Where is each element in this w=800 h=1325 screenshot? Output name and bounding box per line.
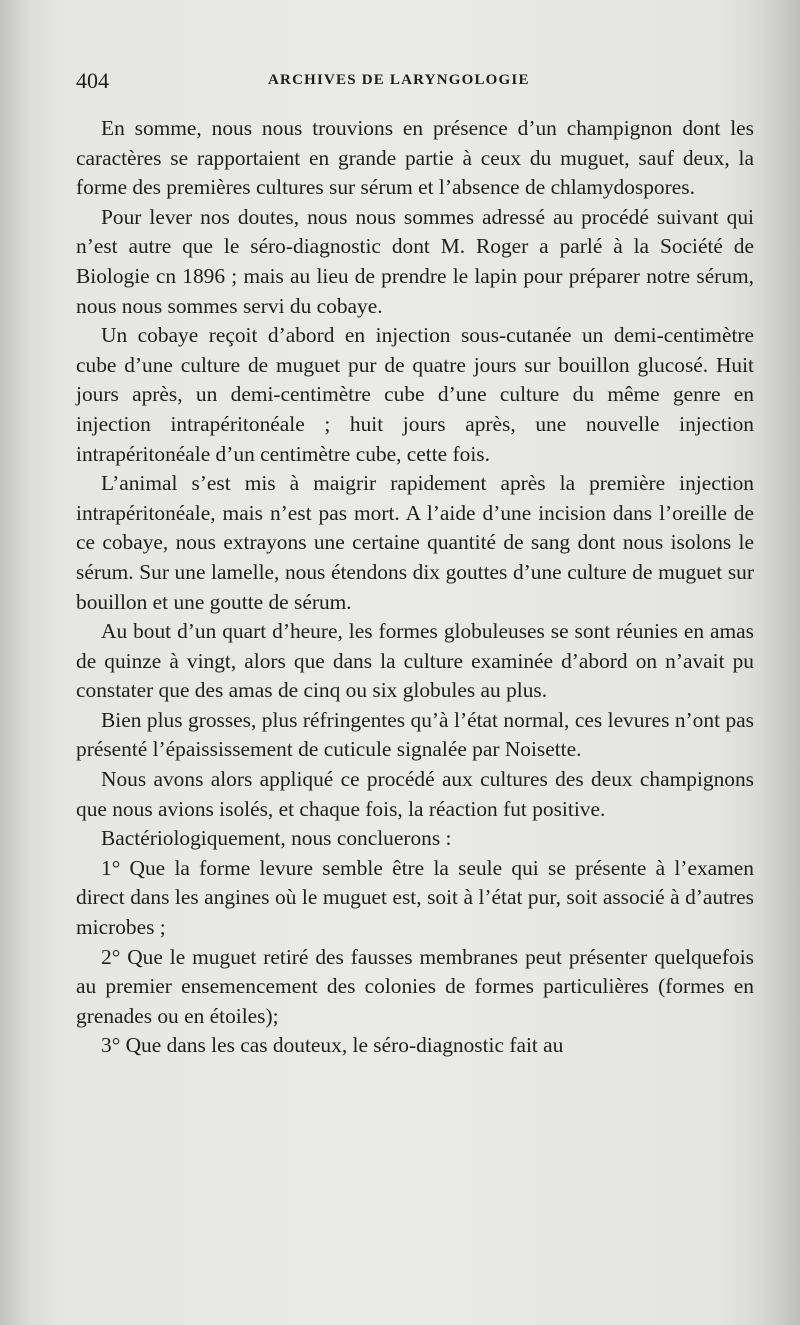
paragraph: En somme, nous nous trouvions en présence d’un champignon dont les caractères se rapportaient en grande partie à ceux du muguet, sauf deux, la forme des premières cultures sur sérum et l’absence de chlamydospores.: [76, 116, 754, 200]
paragraph: Au bout d’un quart d’heure, les formes globuleuses se sont réunies en amas de quinze à vingt, alors que dans la culture examinée d’abord on n’avait pu constater que des amas de cinq ou six globules au plus.: [76, 619, 754, 703]
conclusion-item: 1° Que la forme levure semble être la seule qui se présente à l’examen direct dans les angines où le muguet est, soit à l’état pur, soit associé à d’autres microbes ;: [76, 855, 754, 940]
conclusion-item: 2° Que le muguet retiré des fausses membranes peut présenter quelquefois au premier ensemencement des colonies de formes particulières (formes en grenades ou en étoiles);: [76, 944, 754, 1028]
page-gutter-shadow: [0, 0, 30, 1325]
page-edge-shadow: [760, 0, 800, 1325]
paragraph: Bactériologiquement, nous concluerons :: [101, 826, 452, 851]
paragraph: Nous avons alors appliqué ce procédé aux cultures des deux champignons que nous avions isolés, et chaque fois, la réaction fut positive.: [76, 767, 754, 821]
paragraph: L’animal s’est mis à maigrir rapidement après la première injection intrapéritonéale, mais n’est pas mort. A l’aide d’une incision dans l’oreille de ce cobaye, nous extrayons une certaine quantité de sang dont nous isolons le sérum. Sur une lamelle, nous étendons dix gouttes d’une culture de muguet sur bouillon et une goutte de sérum.: [76, 471, 754, 614]
conclusion-item: 3° Que dans les cas douteux, le séro-diagnostic fait au: [101, 1033, 564, 1058]
running-head: ARCHIVES DE LARYNGOLOGIE: [268, 72, 530, 88]
body-text: [76, 114, 754, 1061]
paragraph: Un cobaye reçoit d’abord en injection sous-cutanée un demi-centimètre cube d’une culture de muguet pur de quatre jours sur bouillon glucosé. Huit jours après, un demi-centimètre cube d’une culture du même genre en injection intrapéritonéale ; huit jours après, une nouvelle injection intrapéritonéale d’un centimètre cube, cette fois.: [76, 323, 754, 466]
paragraph: Bien plus grosses, plus réfringentes qu’à l’état normal, ces levures n’ont pas présenté l’épaississement de cuticule signalée par Noisette.: [76, 707, 754, 762]
page-number: 404: [76, 68, 109, 93]
paragraph: Pour lever nos doutes, nous nous sommes adressé au procédé suivant qui n’est autre que le séro-diagnostic dont M. Roger a parlé à la Société de Biologie cn 1896 ; mais au lieu de prendre le lapin pour préparer notre sérum, nous nous sommes servi du cobaye.: [76, 204, 754, 318]
page-header: [76, 68, 756, 104]
